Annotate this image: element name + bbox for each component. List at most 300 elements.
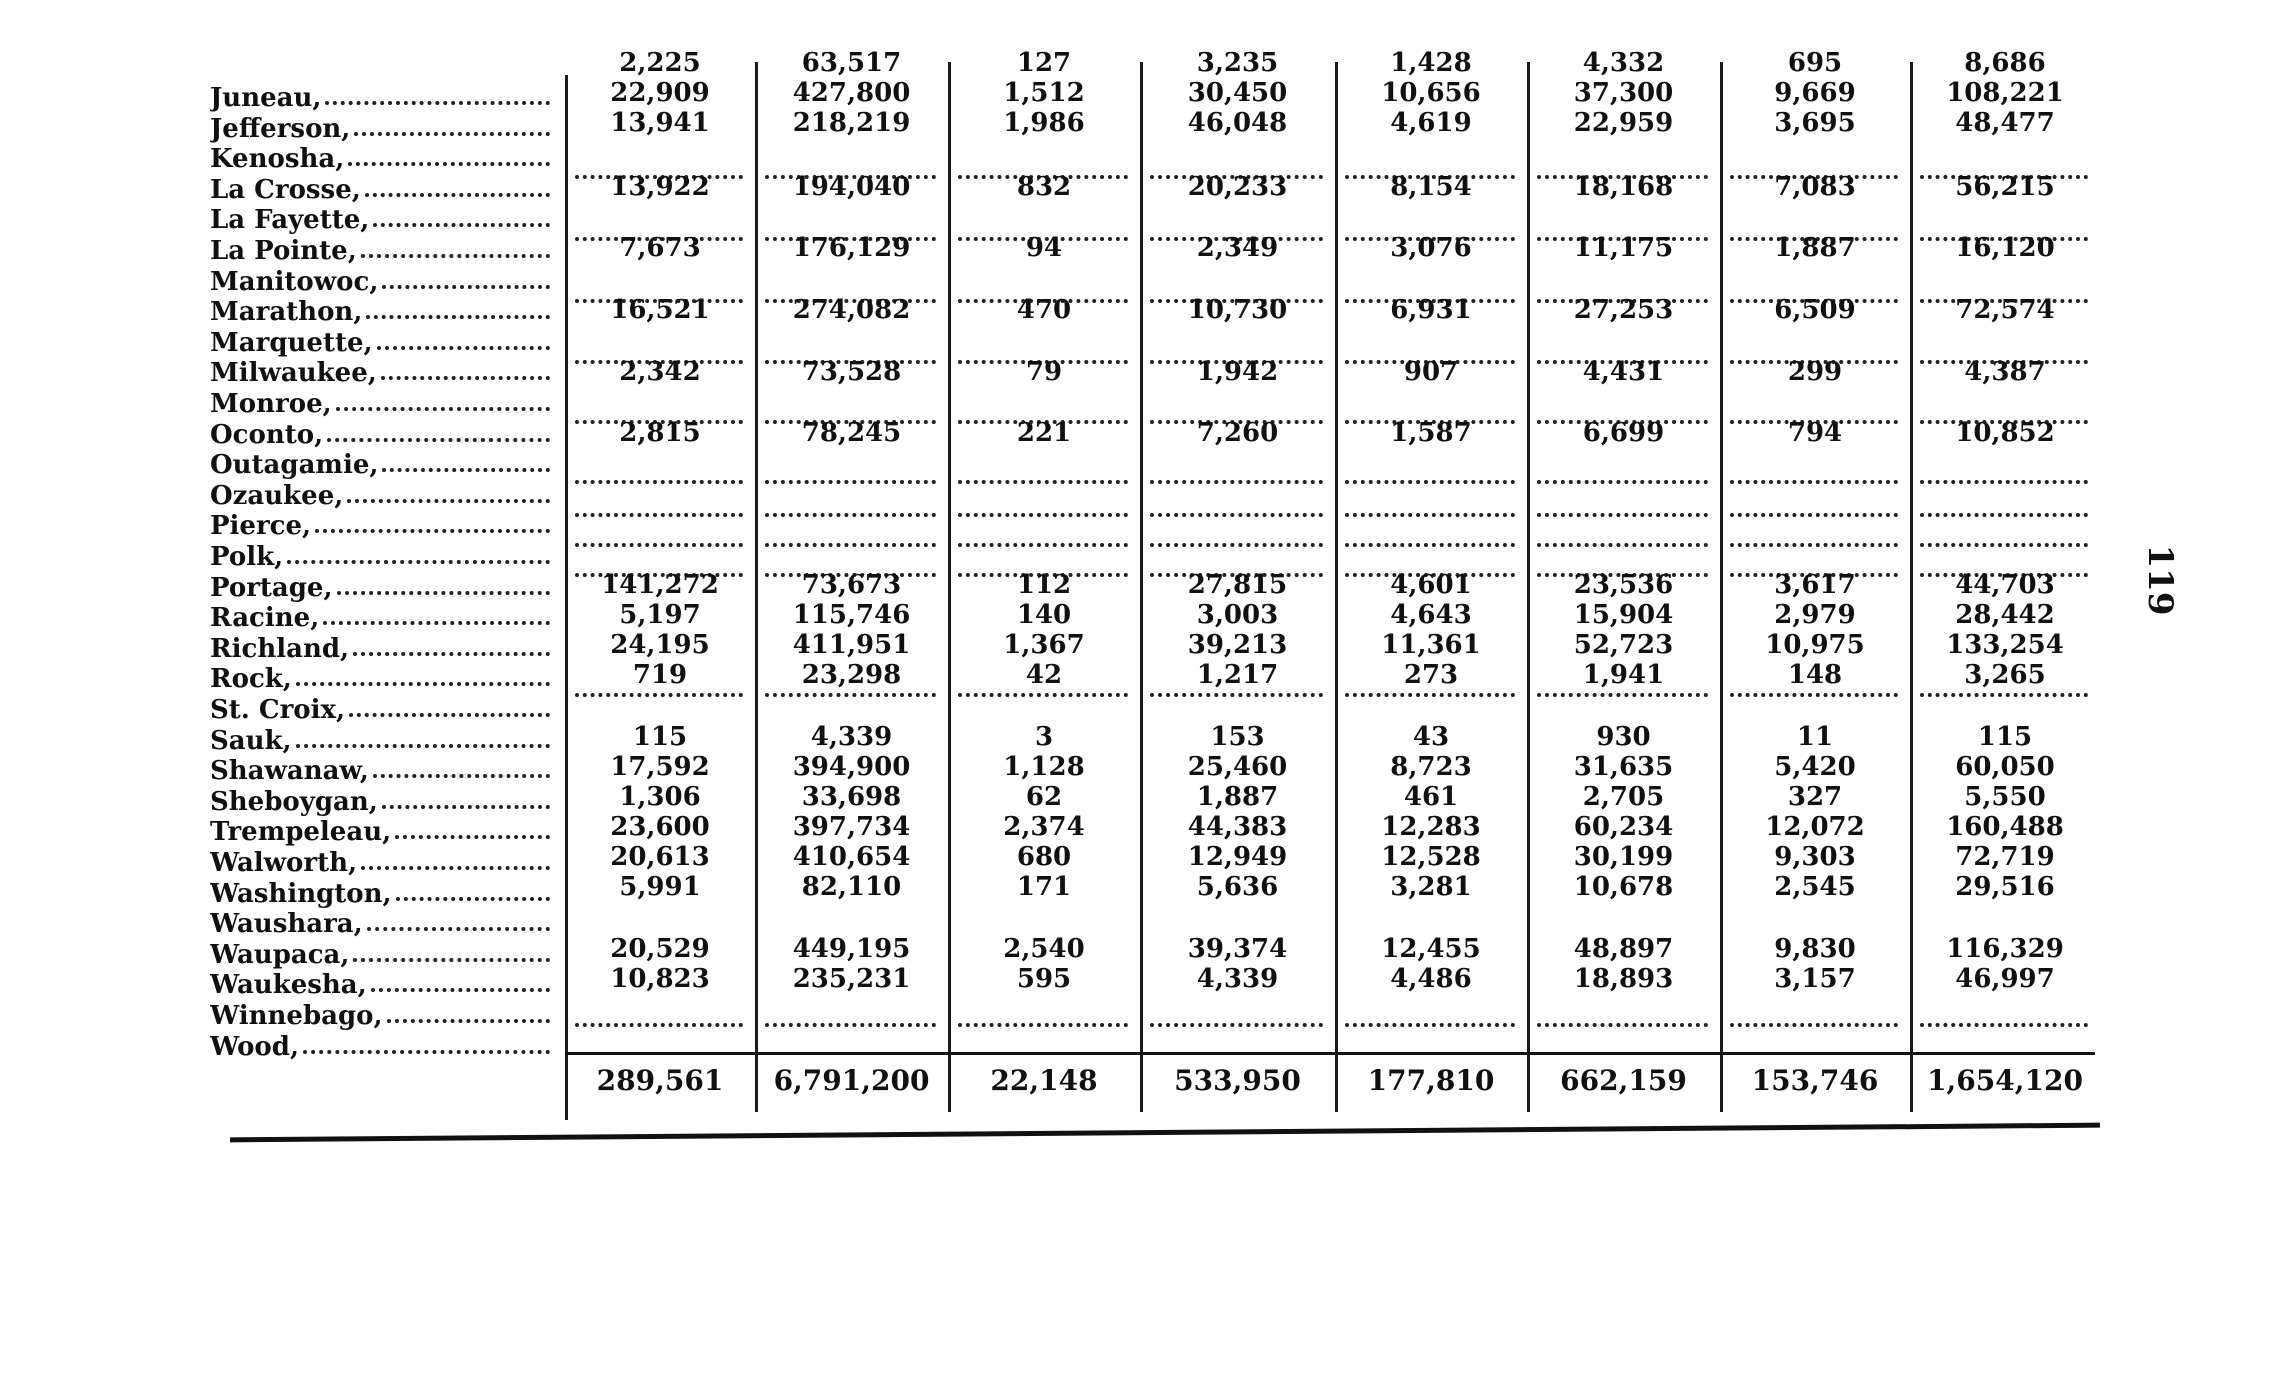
cell-value: 3,235 bbox=[1196, 48, 1279, 78]
cell-value: 78,245 bbox=[801, 418, 902, 448]
cell-value: 116,329 bbox=[1946, 934, 2064, 964]
county-name: St. Croix, bbox=[210, 695, 346, 725]
cell-value: 115,746 bbox=[792, 600, 911, 630]
cell-value: 3,617 bbox=[1774, 570, 1856, 600]
county-name: Walworth, bbox=[210, 848, 358, 878]
dotted-separator bbox=[765, 513, 936, 517]
cell-value: 1,428 bbox=[1390, 48, 1472, 78]
cell-value: 20,233 bbox=[1187, 172, 1288, 202]
cell-value: 1,512 bbox=[1003, 78, 1085, 108]
cell-value: 72,574 bbox=[1955, 295, 2055, 325]
cell-value: 29,516 bbox=[1955, 872, 2055, 902]
cell-value: 10,730 bbox=[1187, 295, 1288, 325]
cell-value: 9,303 bbox=[1774, 842, 1856, 872]
cell-value: 680 bbox=[1016, 842, 1072, 872]
cell-value: 12,283 bbox=[1381, 812, 1481, 842]
county-name: La Fayette, bbox=[210, 205, 370, 236]
cell-value: 10,656 bbox=[1381, 78, 1481, 108]
county-row bbox=[210, 634, 550, 664]
county-name: Sheboygan, bbox=[210, 786, 378, 817]
leader-dots bbox=[361, 866, 550, 870]
leader-dots bbox=[349, 713, 550, 717]
county-row bbox=[210, 664, 550, 694]
leader-dots bbox=[365, 193, 550, 197]
cell-value: 27,253 bbox=[1573, 295, 1674, 325]
dotted-separator bbox=[1920, 693, 2088, 697]
column-rule bbox=[565, 75, 568, 1120]
dotted-separator bbox=[958, 480, 1128, 484]
dotted-separator bbox=[765, 480, 936, 484]
cell-value: 39,374 bbox=[1187, 934, 1288, 964]
county-row bbox=[210, 879, 550, 909]
cell-value: 397,734 bbox=[792, 812, 911, 842]
cell-value: 60,234 bbox=[1573, 812, 1674, 842]
cell-value: 6,509 bbox=[1774, 295, 1856, 325]
cell-value: 235,231 bbox=[792, 964, 911, 994]
column-total: 289,561 bbox=[596, 1064, 724, 1097]
cell-value: 8,723 bbox=[1390, 752, 1472, 782]
county-row bbox=[210, 328, 550, 358]
cell-value: 2,979 bbox=[1774, 600, 1856, 630]
cell-value: 13,922 bbox=[610, 172, 710, 202]
leader-dots bbox=[353, 958, 550, 962]
cell-value: 4,339 bbox=[810, 722, 893, 752]
cell-value: 9,669 bbox=[1774, 78, 1856, 108]
leader-dots bbox=[381, 376, 550, 380]
column-rule bbox=[1335, 62, 1338, 1112]
dotted-separator bbox=[1920, 480, 2088, 484]
cell-value: 115 bbox=[632, 722, 688, 752]
cell-value: 52,723 bbox=[1573, 630, 1674, 660]
cell-value: 12,072 bbox=[1765, 812, 1865, 842]
county-name: Waushara, bbox=[210, 909, 363, 940]
cell-value: 3,265 bbox=[1964, 660, 2046, 690]
cell-value: 4,601 bbox=[1390, 570, 1472, 600]
cell-value: 1,367 bbox=[1003, 630, 1085, 660]
cell-value: 62 bbox=[1025, 782, 1063, 812]
county-row bbox=[210, 817, 550, 847]
county-row bbox=[210, 848, 550, 878]
county-row bbox=[210, 267, 550, 297]
leader-dots bbox=[373, 774, 550, 778]
cell-value: 5,550 bbox=[1964, 782, 2046, 812]
county-row bbox=[210, 787, 550, 817]
dotted-separator bbox=[765, 693, 936, 697]
county-name: Marquette, bbox=[210, 327, 373, 358]
cell-value: 794 bbox=[1787, 418, 1843, 448]
cell-value: 11,361 bbox=[1381, 630, 1481, 660]
cell-value: 171 bbox=[1016, 872, 1072, 902]
column-total: 22,148 bbox=[990, 1064, 1098, 1097]
county-name: Rock, bbox=[210, 664, 292, 695]
cell-value: 695 bbox=[1787, 48, 1843, 78]
county-name: Oconto, bbox=[210, 419, 324, 450]
cell-value: 18,893 bbox=[1573, 964, 1674, 994]
dotted-separator bbox=[1150, 543, 1323, 547]
county-row bbox=[210, 389, 550, 419]
leader-dots bbox=[382, 285, 550, 289]
cell-value: 23,298 bbox=[801, 660, 902, 690]
county-name: Racine, bbox=[210, 603, 320, 634]
leader-dots bbox=[373, 223, 550, 227]
cell-value: 1,887 bbox=[1774, 233, 1856, 263]
cell-value: 2,349 bbox=[1196, 233, 1279, 263]
county-row bbox=[210, 481, 550, 511]
dotted-separator bbox=[958, 543, 1128, 547]
cell-value: 82,110 bbox=[801, 872, 902, 902]
leader-dots bbox=[396, 897, 550, 901]
leader-dots bbox=[303, 1050, 550, 1054]
dotted-separator bbox=[1730, 513, 1898, 517]
cell-value: 160,488 bbox=[1946, 812, 2064, 842]
cell-value: 56,215 bbox=[1955, 172, 2055, 202]
county-row bbox=[210, 175, 550, 205]
county-row bbox=[210, 603, 550, 633]
cell-value: 1,128 bbox=[1003, 752, 1085, 782]
dotted-separator bbox=[1345, 513, 1515, 517]
cell-value: 273 bbox=[1403, 660, 1459, 690]
cell-value: 2,225 bbox=[619, 48, 701, 78]
cell-value: 3,157 bbox=[1774, 964, 1856, 994]
county-name: Jefferson, bbox=[210, 113, 351, 144]
cell-value: 153 bbox=[1210, 722, 1265, 752]
cell-value: 30,450 bbox=[1187, 78, 1288, 108]
leader-dots bbox=[366, 315, 550, 319]
cell-value: 30,199 bbox=[1573, 842, 1674, 872]
leader-dots bbox=[347, 499, 550, 503]
county-name: Trempeleau, bbox=[210, 817, 392, 848]
county-name: Monroe, bbox=[210, 389, 332, 419]
cell-value: 1,587 bbox=[1390, 418, 1472, 448]
column-rule bbox=[948, 62, 951, 1112]
cell-value: 60,050 bbox=[1955, 752, 2055, 782]
cell-value: 11,175 bbox=[1573, 233, 1674, 263]
county-row bbox=[210, 1032, 550, 1062]
cell-value: 115 bbox=[1977, 722, 2033, 752]
cell-value: 25,460 bbox=[1187, 752, 1288, 782]
cell-value: 12,949 bbox=[1187, 842, 1288, 872]
page-number: 119 bbox=[2140, 544, 2180, 616]
county-row bbox=[210, 573, 550, 603]
dotted-separator bbox=[1730, 543, 1898, 547]
cell-value: 73,673 bbox=[801, 570, 902, 600]
county-row bbox=[210, 970, 550, 1000]
cell-value: 218,219 bbox=[792, 108, 911, 138]
county-row bbox=[210, 236, 550, 266]
leader-dots bbox=[323, 621, 550, 625]
cell-value: 46,997 bbox=[1955, 964, 2055, 994]
cell-value: 274,082 bbox=[792, 295, 911, 325]
county-row bbox=[210, 1001, 550, 1031]
dotted-separator bbox=[958, 693, 1128, 697]
dotted-separator bbox=[1150, 480, 1323, 484]
dotted-separator bbox=[1345, 1023, 1515, 1027]
cell-value: 108,221 bbox=[1946, 78, 2064, 108]
dotted-separator bbox=[1150, 513, 1323, 517]
leader-dots bbox=[337, 591, 550, 595]
county-row bbox=[210, 205, 550, 235]
cell-value: 12,455 bbox=[1381, 934, 1481, 964]
column-total: 1,654,120 bbox=[1927, 1064, 2083, 1097]
cell-value: 44,383 bbox=[1187, 812, 1288, 842]
cell-value: 16,521 bbox=[610, 295, 710, 325]
leader-dots bbox=[353, 652, 550, 656]
cell-value: 832 bbox=[1016, 172, 1072, 202]
county-name: Milwaukee, bbox=[210, 358, 377, 389]
cell-value: 194,040 bbox=[792, 172, 911, 202]
cell-value: 8,154 bbox=[1390, 172, 1472, 202]
cell-value: 4,431 bbox=[1582, 357, 1665, 387]
cell-value: 10,823 bbox=[610, 964, 710, 994]
county-name: Manitowoc, bbox=[210, 266, 379, 297]
cell-value: 72,719 bbox=[1955, 842, 2055, 872]
column-rule bbox=[1720, 62, 1723, 1112]
cell-value: 73,528 bbox=[801, 357, 902, 387]
county-name: Kenosha, bbox=[210, 144, 345, 175]
cell-value: 140 bbox=[1016, 600, 1072, 630]
cell-value: 79 bbox=[1025, 357, 1063, 387]
county-name: Outagamie, bbox=[210, 450, 379, 481]
cell-value: 37,300 bbox=[1573, 78, 1674, 108]
cell-value: 7,673 bbox=[619, 233, 701, 263]
cell-value: 4,643 bbox=[1390, 600, 1472, 630]
dotted-separator bbox=[765, 1023, 936, 1027]
dotted-separator bbox=[1730, 1023, 1898, 1027]
cell-value: 22,909 bbox=[610, 78, 710, 108]
cell-value: 9,830 bbox=[1774, 934, 1856, 964]
cell-value: 11 bbox=[1796, 722, 1834, 752]
cell-value: 2,374 bbox=[1003, 812, 1085, 842]
dotted-separator bbox=[575, 480, 743, 484]
cell-value: 5,197 bbox=[619, 600, 701, 630]
leader-dots bbox=[348, 162, 550, 166]
county-name: Washington, bbox=[210, 878, 392, 909]
column-total: 533,950 bbox=[1174, 1064, 1301, 1097]
leader-dots bbox=[296, 744, 550, 748]
county-row bbox=[210, 450, 550, 480]
county-row bbox=[210, 756, 550, 786]
cell-value: 427,800 bbox=[792, 78, 911, 108]
cell-value: 42 bbox=[1025, 660, 1063, 690]
cell-value: 15,904 bbox=[1573, 600, 1674, 630]
dotted-separator bbox=[575, 513, 743, 517]
dotted-separator bbox=[958, 1023, 1128, 1027]
dotted-separator bbox=[1150, 693, 1323, 697]
cell-value: 4,387 bbox=[1964, 357, 2046, 387]
county-name: Pierce, bbox=[210, 511, 312, 542]
cell-value: 27,815 bbox=[1187, 570, 1288, 600]
county-row bbox=[210, 83, 550, 113]
cell-value: 20,613 bbox=[610, 842, 710, 872]
dotted-separator bbox=[575, 1023, 743, 1027]
cell-value: 1,986 bbox=[1003, 108, 1085, 138]
cell-value: 5,991 bbox=[619, 872, 701, 902]
dotted-separator bbox=[958, 513, 1128, 517]
county-name: Marathon, bbox=[210, 297, 363, 328]
dotted-separator bbox=[575, 543, 743, 547]
cell-value: 94 bbox=[1025, 233, 1063, 263]
dotted-separator bbox=[1345, 543, 1515, 547]
cell-value: 449,195 bbox=[792, 934, 911, 964]
cell-value: 20,529 bbox=[610, 934, 710, 964]
dotted-separator bbox=[575, 693, 743, 697]
cell-value: 4,339 bbox=[1196, 964, 1279, 994]
dotted-separator bbox=[1345, 693, 1515, 697]
leader-dots bbox=[354, 132, 550, 136]
dotted-separator bbox=[1537, 543, 1708, 547]
column-total: 177,810 bbox=[1367, 1064, 1495, 1097]
leader-dots bbox=[325, 101, 550, 105]
cell-value: 3,695 bbox=[1774, 108, 1856, 138]
cell-value: 411,951 bbox=[792, 630, 911, 660]
dotted-separator bbox=[1920, 543, 2088, 547]
cell-value: 31,635 bbox=[1573, 752, 1674, 782]
cell-value: 133,254 bbox=[1946, 630, 2064, 660]
county-row bbox=[210, 940, 550, 970]
leader-dots bbox=[382, 805, 550, 809]
cell-value: 23,600 bbox=[610, 812, 710, 842]
county-row bbox=[210, 420, 550, 450]
cell-value: 17,592 bbox=[610, 752, 710, 782]
cell-value: 5,420 bbox=[1774, 752, 1856, 782]
column-total: 6,791,200 bbox=[773, 1064, 930, 1097]
cell-value: 43 bbox=[1412, 722, 1450, 752]
cell-value: 48,477 bbox=[1955, 108, 2055, 138]
column-rule bbox=[1910, 62, 1913, 1112]
cell-value: 39,213 bbox=[1187, 630, 1288, 660]
cell-value: 141,272 bbox=[601, 570, 719, 600]
cell-value: 44,703 bbox=[1955, 570, 2055, 600]
cell-value: 2,342 bbox=[619, 357, 701, 387]
dotted-separator bbox=[1730, 693, 1898, 697]
dotted-separator bbox=[1920, 1023, 2088, 1027]
county-name: Richland, bbox=[210, 633, 350, 664]
county-row bbox=[210, 726, 550, 756]
cell-value: 176,129 bbox=[792, 233, 911, 263]
county-row bbox=[210, 358, 550, 388]
leader-dots bbox=[296, 682, 550, 686]
county-name: Waupaca, bbox=[210, 939, 350, 970]
leader-dots bbox=[382, 468, 550, 472]
cell-value: 1,942 bbox=[1196, 357, 1279, 387]
cell-value: 24,195 bbox=[610, 630, 710, 660]
cell-value: 4,332 bbox=[1582, 48, 1665, 78]
column-total: 662,159 bbox=[1560, 1064, 1687, 1097]
cell-value: 16,120 bbox=[1955, 233, 2055, 263]
bottom-rule bbox=[230, 1123, 2100, 1143]
cell-value: 10,852 bbox=[1955, 418, 2055, 448]
cell-value: 4,619 bbox=[1390, 108, 1472, 138]
cell-value: 221 bbox=[1016, 418, 1072, 448]
leader-dots bbox=[327, 438, 550, 442]
cell-value: 18,168 bbox=[1573, 172, 1674, 202]
cell-value: 8,686 bbox=[1964, 48, 2046, 78]
county-name: Waukesha, bbox=[210, 970, 367, 1001]
county-name: Ozaukee, bbox=[210, 480, 344, 511]
cell-value: 394,900 bbox=[792, 752, 911, 782]
dotted-separator bbox=[1730, 480, 1898, 484]
cell-value: 5,636 bbox=[1196, 872, 1279, 902]
dotted-separator bbox=[765, 543, 936, 547]
cell-value: 22,959 bbox=[1573, 108, 1674, 138]
cell-value: 930 bbox=[1596, 722, 1651, 752]
cell-value: 327 bbox=[1787, 782, 1843, 812]
county-row bbox=[210, 909, 550, 939]
cell-value: 2,815 bbox=[619, 418, 701, 448]
cell-value: 299 bbox=[1787, 357, 1843, 387]
county-row bbox=[210, 695, 550, 725]
cell-value: 3,281 bbox=[1390, 872, 1472, 902]
cell-value: 127 bbox=[1016, 48, 1072, 78]
cell-value: 10,678 bbox=[1573, 872, 1674, 902]
county-name: Winnebago, bbox=[210, 1001, 383, 1031]
cell-value: 2,540 bbox=[1003, 934, 1085, 964]
dotted-separator bbox=[1537, 480, 1708, 484]
cell-value: 46,048 bbox=[1187, 108, 1288, 138]
leader-dots bbox=[371, 988, 550, 992]
column-total: 153,746 bbox=[1751, 1064, 1879, 1097]
cell-value: 63,517 bbox=[801, 48, 902, 78]
cell-value: 33,698 bbox=[801, 782, 902, 812]
cell-value: 12,528 bbox=[1381, 842, 1481, 872]
cell-value: 3,003 bbox=[1196, 600, 1279, 630]
cell-value: 1,941 bbox=[1582, 660, 1665, 690]
county-row bbox=[210, 297, 550, 327]
cell-value: 6,699 bbox=[1582, 418, 1665, 448]
county-name: La Pointe, bbox=[210, 236, 357, 266]
cell-value: 1,887 bbox=[1196, 782, 1279, 812]
county-name: Shawanaw, bbox=[210, 756, 369, 787]
cell-value: 2,705 bbox=[1582, 782, 1665, 812]
cell-value: 28,442 bbox=[1955, 600, 2055, 630]
county-name: Juneau, bbox=[210, 83, 322, 113]
cell-value: 470 bbox=[1016, 295, 1072, 325]
dotted-separator bbox=[1537, 693, 1708, 697]
cell-value: 4,486 bbox=[1390, 964, 1472, 994]
cell-value: 13,941 bbox=[610, 108, 710, 138]
dotted-separator bbox=[1537, 1023, 1708, 1027]
dotted-separator bbox=[1537, 513, 1708, 517]
column-rule bbox=[1527, 62, 1530, 1112]
dotted-separator bbox=[1920, 513, 2088, 517]
cell-value: 6,931 bbox=[1390, 295, 1472, 325]
leader-dots bbox=[287, 560, 550, 564]
leader-dots bbox=[367, 927, 550, 931]
cell-value: 1,306 bbox=[619, 782, 701, 812]
leader-dots bbox=[336, 407, 550, 411]
cell-value: 2,545 bbox=[1774, 872, 1856, 902]
cell-value: 7,083 bbox=[1774, 172, 1856, 202]
cell-value: 23,536 bbox=[1573, 570, 1674, 600]
county-row bbox=[210, 144, 550, 174]
county-row bbox=[210, 114, 550, 144]
cell-value: 907 bbox=[1403, 357, 1459, 387]
cell-value: 48,897 bbox=[1573, 934, 1674, 964]
cell-value: 10,975 bbox=[1765, 630, 1865, 660]
cell-value: 3,076 bbox=[1390, 233, 1472, 263]
cell-value: 1,217 bbox=[1196, 660, 1279, 690]
cell-value: 410,654 bbox=[792, 842, 911, 872]
leader-dots bbox=[377, 346, 550, 350]
cell-value: 148 bbox=[1787, 660, 1843, 690]
cell-value: 112 bbox=[1016, 570, 1072, 600]
county-name: La Crosse, bbox=[210, 174, 361, 205]
dotted-separator bbox=[1150, 1023, 1323, 1027]
cell-value: 3 bbox=[1034, 722, 1054, 752]
county-row bbox=[210, 511, 550, 541]
cell-value: 595 bbox=[1016, 964, 1072, 994]
county-row bbox=[210, 542, 550, 572]
